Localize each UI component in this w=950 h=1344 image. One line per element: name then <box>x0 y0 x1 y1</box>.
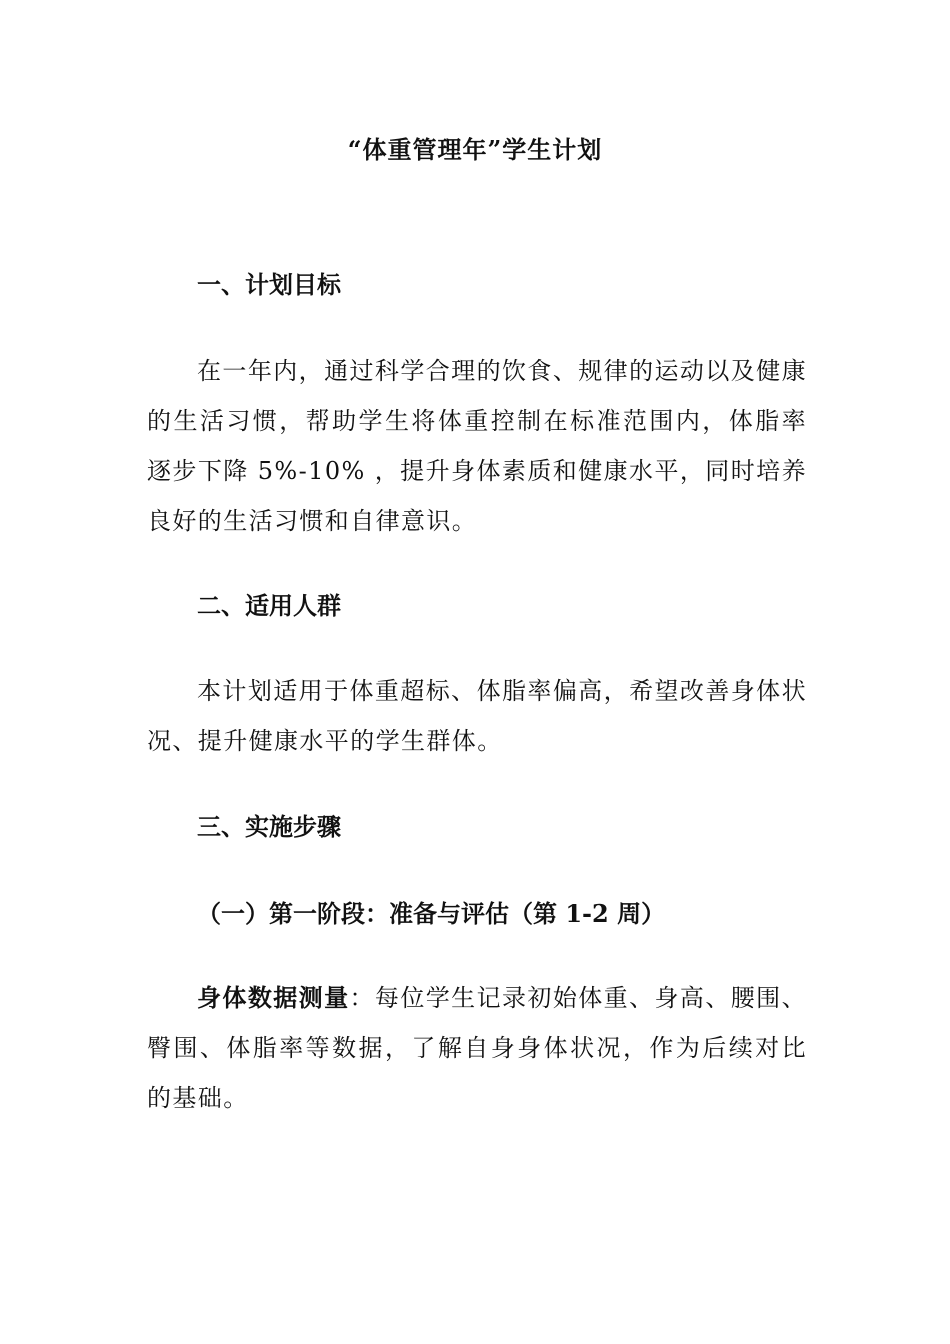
section-body-goals: 在一年内，通过科学合理的饮食、规律的运动以及健康的生活习惯，帮助学生将体重控制在标准范围内，体脂率逐步下降 5%-10% ，提升身体素质和健康水平，同时培养良好的生活习惯和自律意识。 <box>147 357 807 535</box>
section-body-audience: 本计划适用于体重超标、体脂率偏高，希望改善身体状况、提升健康水平的学生群体。 <box>147 677 807 755</box>
document-title: “体重管理年”学生计划 <box>347 135 603 164</box>
phase-heading-1: （一）第一阶段：准备与评估（第 1-2 周） <box>197 899 666 928</box>
section-heading-audience: 二、适用人群 <box>197 591 341 620</box>
section-heading-steps: 三、实施步骤 <box>197 812 341 841</box>
item-lead-label: 身体数据测量 <box>197 983 350 1012</box>
phase1-item-measurement <box>147 973 807 1123</box>
item-body-text: ：每位学生记录初始体重、身高、腰围、臀围、体脂率等数据，了解自身身体状况，作为后续对比的基础。 <box>147 984 808 1112</box>
section-heading-goals: 一、计划目标 <box>197 270 341 299</box>
